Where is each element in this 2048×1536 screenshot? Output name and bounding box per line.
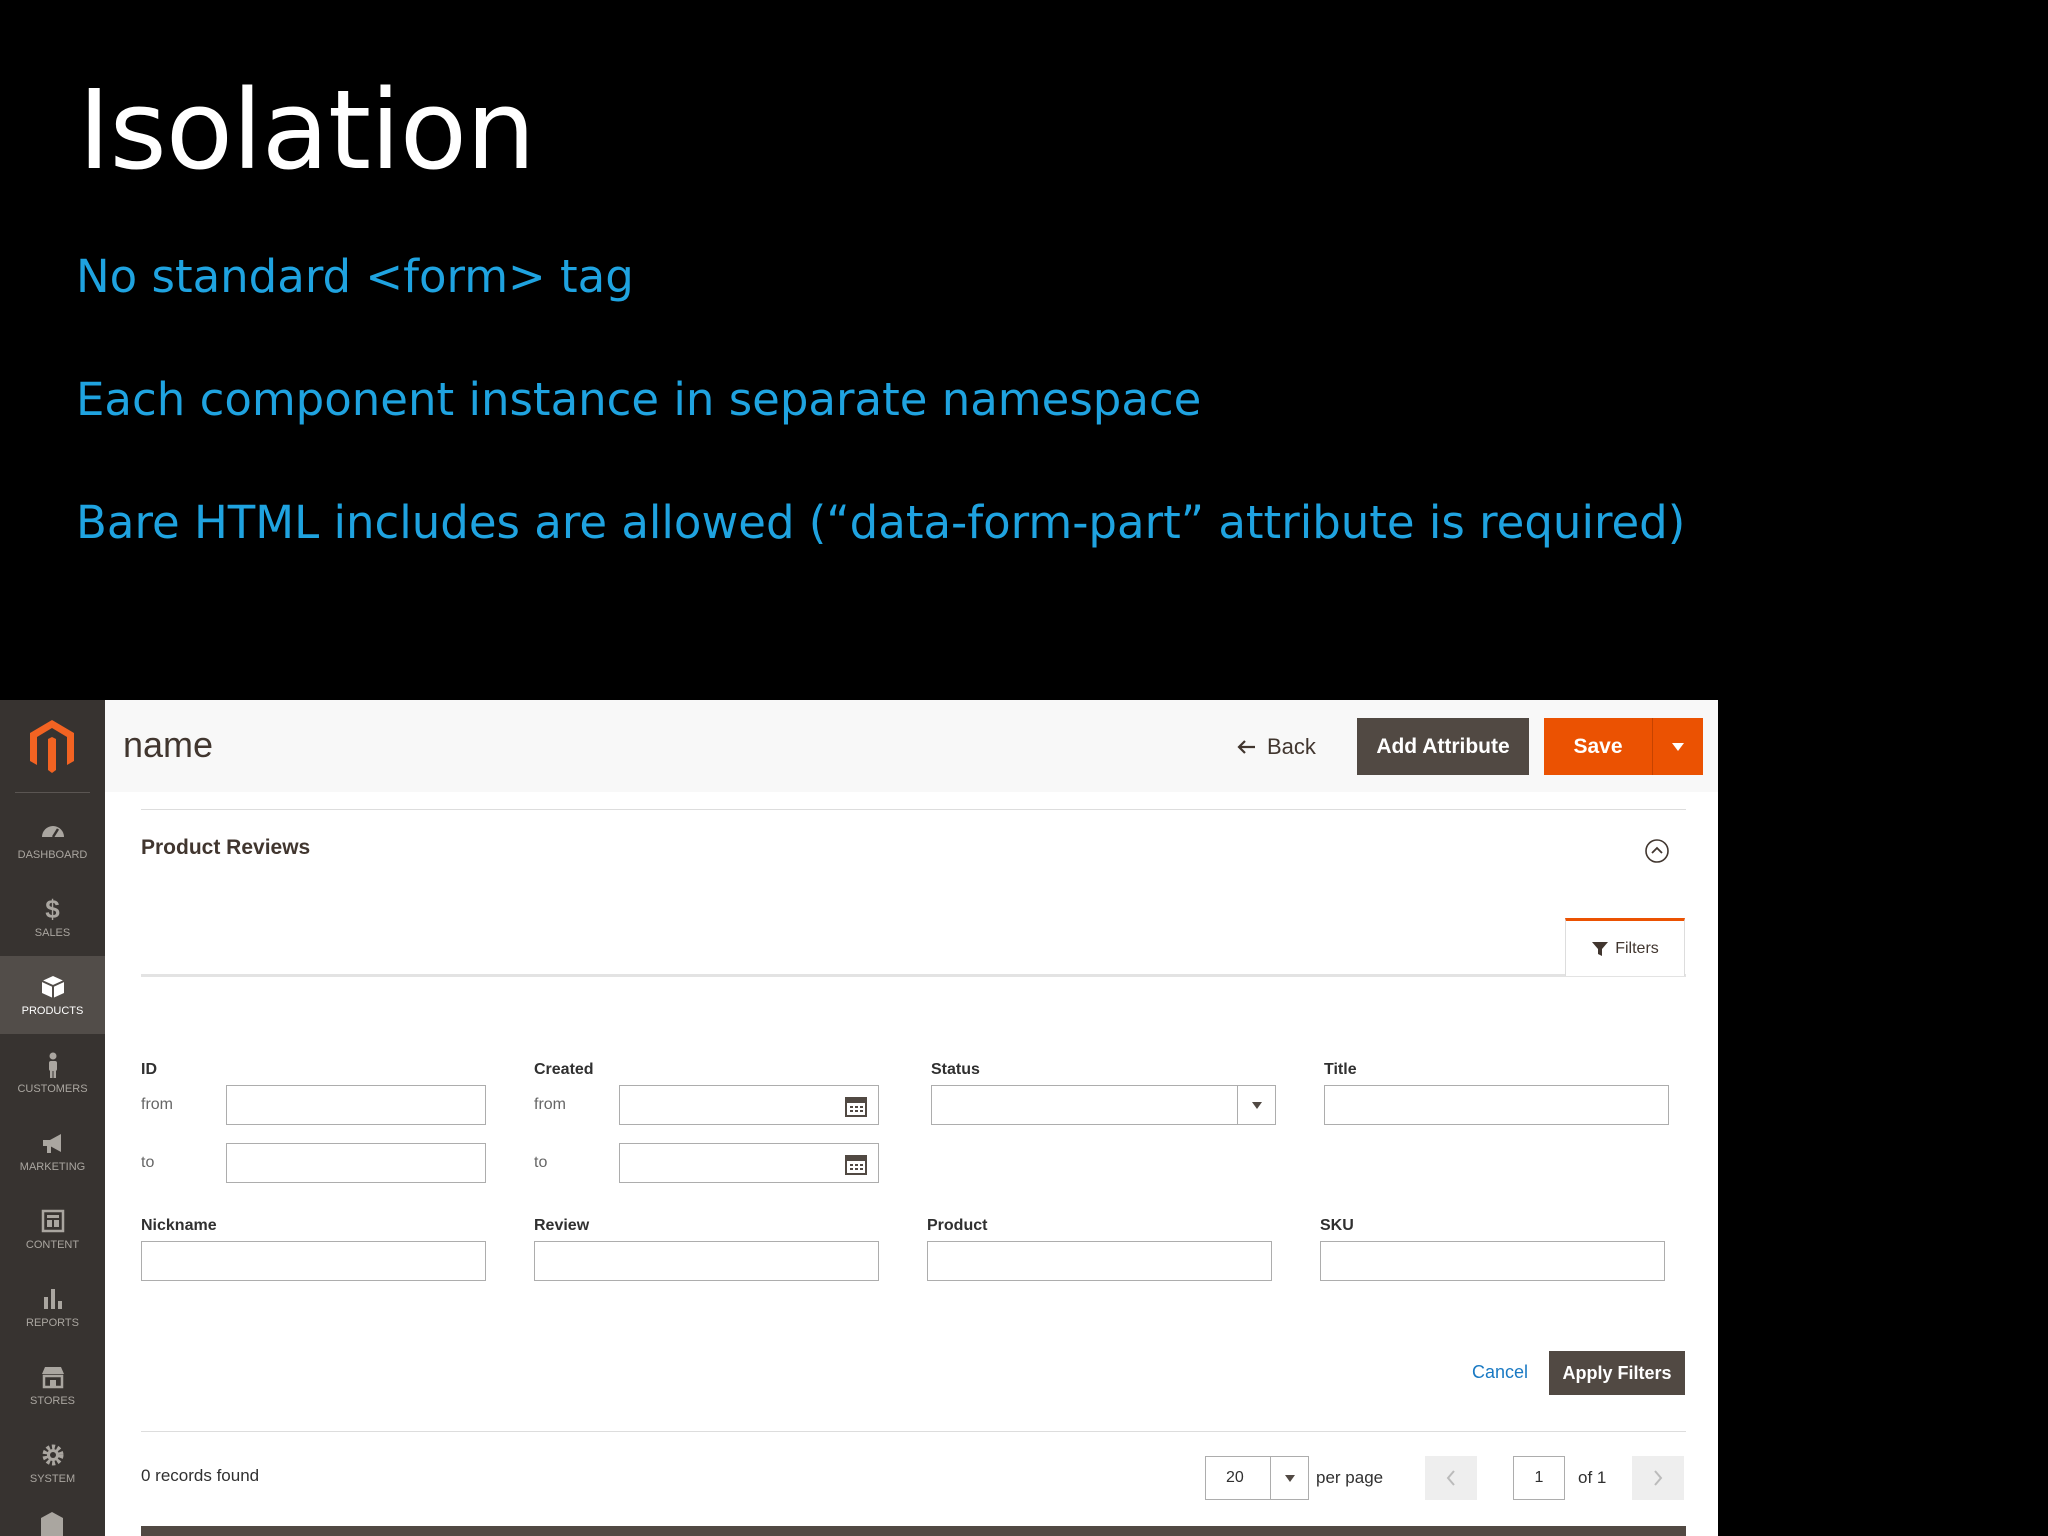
page-title: name [123, 724, 214, 765]
admin-panel-screenshot [0, 700, 1718, 1536]
magento-logo-icon[interactable] [27, 718, 77, 776]
sidebar-item-customers[interactable] [0, 1034, 105, 1112]
id-to-input[interactable] [226, 1143, 486, 1183]
created-to-input[interactable] [619, 1143, 879, 1183]
sidebar-divider [15, 792, 90, 793]
sidebar-item-reports[interactable] [0, 1268, 105, 1346]
sidebar-item-content[interactable] [0, 1190, 105, 1268]
review-label: Review [534, 1217, 590, 1234]
apply-filters-button[interactable]: Apply Filters [1549, 1351, 1685, 1395]
admin-sidebar [0, 700, 105, 1536]
save-split-button [1544, 718, 1703, 775]
per-page-value: 20 [1226, 1469, 1244, 1486]
sidebar-label: CONTENT [25, 1239, 80, 1251]
cancel-button[interactable]: Cancel [1472, 1362, 1529, 1382]
megaphone-icon [39, 1129, 67, 1157]
bullet-1: No standard <form> tag [76, 250, 634, 303]
add-attribute-button[interactable]: Add Attribute [1357, 718, 1529, 775]
save-options-toggle[interactable] [1653, 742, 1703, 752]
gear-icon [39, 1441, 67, 1469]
grid-divider [141, 1431, 1686, 1432]
dollar-icon: $ [45, 893, 60, 924]
sidebar-label: STORES [29, 1395, 76, 1407]
select-arrow [1237, 1086, 1275, 1124]
section-title: Product Reviews [141, 836, 311, 859]
page-header [105, 700, 1718, 792]
product-label: Product [927, 1217, 988, 1234]
person-icon [39, 1051, 67, 1079]
nickname-label: Nickname [141, 1217, 217, 1234]
calendar-icon[interactable] [844, 1152, 868, 1176]
chevron-right-icon [1652, 1469, 1664, 1487]
caret-down-icon [1252, 1102, 1262, 1109]
sidebar-item-dashboard[interactable] [0, 800, 105, 878]
sidebar-label: SALES [34, 927, 71, 939]
store-icon [39, 1363, 67, 1391]
sidebar-label: SYSTEM [29, 1473, 76, 1485]
per-page-label: per page [1316, 1468, 1384, 1487]
caret-down-icon [1285, 1475, 1295, 1482]
caret-down-icon [1671, 742, 1685, 752]
sidebar-item-sales[interactable] [0, 878, 105, 956]
filters-tab[interactable] [1565, 918, 1685, 976]
next-page-button[interactable] [1632, 1456, 1684, 1500]
bullet-3: Bare HTML includes are allowed (“data-form-part” attribute is required) [76, 496, 1686, 549]
status-label: Status [931, 1061, 980, 1078]
product-input[interactable] [927, 1241, 1272, 1281]
save-button[interactable]: Save [1573, 734, 1623, 758]
chevron-left-icon [1445, 1469, 1457, 1487]
review-input[interactable] [534, 1241, 879, 1281]
filters-bar [141, 974, 1686, 977]
arrow-left-icon [1237, 739, 1257, 755]
previous-page-button[interactable] [1425, 1456, 1477, 1500]
per-page-toggle[interactable] [1270, 1457, 1308, 1499]
sku-label: SKU [1320, 1217, 1354, 1234]
created-to-label: to [534, 1154, 548, 1171]
title-input[interactable] [1324, 1085, 1669, 1125]
dashboard-icon [39, 817, 67, 845]
sidebar-label: PRODUCTS [21, 1005, 84, 1017]
sidebar-item-stores[interactable] [0, 1346, 105, 1424]
funnel-icon [1591, 940, 1609, 958]
title-label: Title [1324, 1061, 1357, 1078]
per-page-select[interactable] [1205, 1456, 1309, 1500]
id-label: ID [141, 1061, 157, 1078]
partners-icon[interactable] [38, 1510, 66, 1536]
sidebar-label: CUSTOMERS [17, 1083, 88, 1095]
cube-icon [39, 973, 67, 1001]
content-icon [39, 1207, 67, 1235]
grid-header-row [141, 1526, 1686, 1536]
bullet-2: Each component instance in separate namespace [76, 373, 1202, 426]
collapse-icon[interactable] [1644, 838, 1670, 864]
nickname-input[interactable] [141, 1241, 486, 1281]
id-from-label: from [141, 1096, 173, 1113]
back-label: Back [1267, 734, 1316, 759]
sidebar-label: DASHBOARD [17, 849, 88, 861]
filters-tab-label: Filters [1615, 939, 1659, 957]
created-from-label: from [534, 1096, 566, 1113]
sidebar-item-products[interactable] [0, 956, 105, 1034]
sku-input[interactable] [1320, 1241, 1665, 1281]
sidebar-item-system[interactable] [0, 1424, 105, 1502]
id-to-label: to [141, 1154, 155, 1171]
created-from-input[interactable] [619, 1085, 879, 1125]
section-divider [141, 809, 1686, 810]
page-number-input[interactable]: 1 [1513, 1456, 1565, 1500]
calendar-icon[interactable] [844, 1094, 868, 1118]
records-count: 0 records found [141, 1466, 260, 1485]
id-from-input[interactable] [226, 1085, 486, 1125]
created-label: Created [534, 1061, 594, 1078]
status-select[interactable] [931, 1085, 1276, 1125]
sidebar-label: REPORTS [26, 1317, 79, 1329]
total-pages: of 1 [1578, 1468, 1607, 1487]
back-button[interactable] [1237, 734, 1316, 760]
sidebar-item-marketing[interactable] [0, 1112, 105, 1190]
sidebar-label: MARKETING [19, 1161, 86, 1173]
bar-chart-icon [39, 1285, 67, 1313]
slide-title: Isolation [78, 66, 535, 194]
